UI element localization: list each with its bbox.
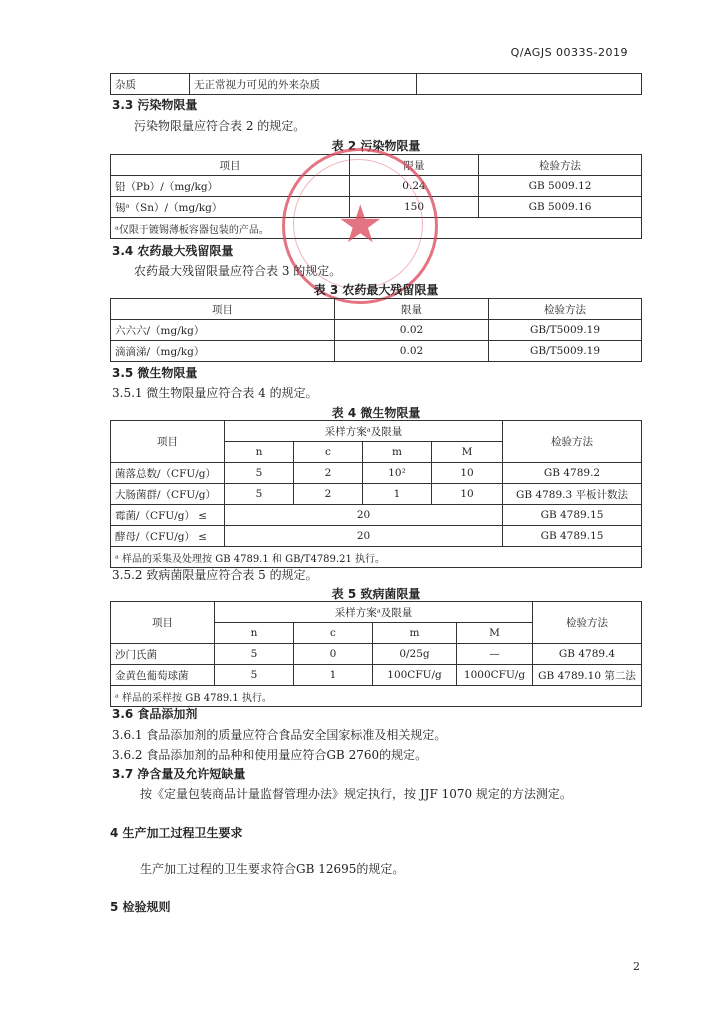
paragraph: 3.5.2 致病菌限量应符合表 5 的规定。 (112, 568, 318, 582)
cell: GB 4789.10 第二法 (533, 665, 642, 686)
cell: 金黄色葡萄球菌 (111, 665, 215, 686)
cell: 2 (294, 463, 363, 484)
cell: 六六六/（mg/kg） (111, 320, 335, 341)
section-heading: 3.7 净含量及允许短缺量 (112, 767, 246, 781)
cell: 0.24 (350, 176, 479, 197)
sub-header-cell: M (457, 623, 533, 644)
cell: 铅（Pb）/（mg/kg） (111, 176, 350, 197)
table-caption: 表 2 污染物限量 (331, 139, 421, 153)
cell: GB 5009.12 (479, 176, 642, 197)
section-heading: 3.6 食品添加剂 (112, 707, 198, 721)
page-number: 2 (633, 960, 640, 973)
section-heading: 5 检验规则 (110, 900, 171, 914)
cell: 0/25g (373, 644, 457, 665)
cell: 0.02 (335, 341, 489, 362)
cell: GB 5009.16 (479, 197, 642, 218)
cell: GB/T5009.19 (489, 320, 642, 341)
cell: 1 (363, 484, 432, 505)
cell: 1 (294, 665, 373, 686)
paragraph: 污染物限量应符合表 2 的规定。 (134, 119, 306, 133)
cell: 酵母/（CFU/g） ≤ (111, 526, 225, 547)
header-cell: 项目 (111, 299, 335, 320)
cell: 2 (294, 484, 363, 505)
paragraph: 按《定量包装商品计量监督管理办法》规定执行，按 JJF 1070 规定的方法测定。 (140, 787, 572, 801)
paragraph: 农药最大残留限量应符合表 3 的规定。 (134, 264, 342, 278)
cell: 1000CFU/g (457, 665, 533, 686)
cell: 10 (432, 463, 503, 484)
cell (417, 74, 642, 95)
sub-header-cell: c (294, 623, 373, 644)
table-4 (110, 420, 642, 568)
sub-header-cell: c (294, 442, 363, 463)
cell: — (457, 644, 533, 665)
table-caption: 表 4 微生物限量 (331, 406, 421, 420)
cell: 霉菌/（CFU/g） ≤ (111, 505, 225, 526)
sub-header-cell: M (432, 442, 503, 463)
cell: 杂质 (111, 74, 190, 95)
sub-header-cell: m (373, 623, 457, 644)
cell: 20 (225, 526, 503, 547)
cell: 100CFU/g (373, 665, 457, 686)
document-code: Q/AGJS 0033S-2019 (510, 46, 628, 59)
sub-header-cell: n (215, 623, 294, 644)
cell: GB/T5009.19 (489, 341, 642, 362)
sub-header-cell: m (363, 442, 432, 463)
cell: GB 4789.3 平板计数法 (503, 484, 642, 505)
section-heading: 3.5 微生物限量 (112, 366, 198, 380)
cell: 5 (215, 665, 294, 686)
section-heading: 3.4 农药最大残留限量 (112, 244, 234, 258)
cell: 无正常视力可见的外来杂质 (190, 74, 417, 95)
table-3 (110, 298, 642, 362)
impurity-row-table (110, 73, 642, 95)
header-cell: 采样方案ᵃ及限量 (225, 421, 503, 442)
seal-star-icon: ★ (337, 195, 384, 255)
table-caption: 表 5 致病菌限量 (331, 587, 421, 601)
table-5 (110, 601, 642, 707)
paragraph: 3.5.1 微生物限量应符合表 4 的规定。 (112, 386, 318, 400)
header-cell: 项目 (111, 155, 350, 176)
table-note: ᵃ 样品的采集及处理按 GB 4789.1 和 GB/T4789.21 执行。 (111, 547, 642, 568)
section-heading: 3.3 污染物限量 (112, 98, 198, 112)
cell: 锡ᵃ（Sn）/（mg/kg） (111, 197, 350, 218)
cell: 20 (225, 505, 503, 526)
cell: GB 4789.15 (503, 505, 642, 526)
cell: 10² (363, 463, 432, 484)
cell: 0.02 (335, 320, 489, 341)
cell: 沙门氏菌 (111, 644, 215, 665)
header-cell: 检验方法 (479, 155, 642, 176)
cell: 菌落总数/（CFU/g） (111, 463, 225, 484)
table-note: ᵃ 样品的采样按 GB 4789.1 执行。 (111, 686, 642, 707)
header-cell: 项目 (111, 421, 225, 463)
table-caption: 表 3 农药最大残留限量 (313, 283, 439, 297)
header-cell: 采样方案ᵃ及限量 (215, 602, 533, 623)
cell: 5 (225, 463, 294, 484)
cell: 150 (350, 197, 479, 218)
table-note: ᵃ仅限于镀锡薄板容器包装的产品。 (111, 218, 642, 239)
sub-header-cell: n (225, 442, 294, 463)
paragraph: 生产加工过程的卫生要求符合GB 12695的规定。 (140, 862, 405, 876)
section-heading: 4 生产加工过程卫生要求 (110, 826, 243, 840)
header-cell: 项目 (111, 602, 215, 644)
paragraph: 3.6.2 食品添加剂的品种和使用量应符合GB 2760的规定。 (112, 748, 428, 762)
header-cell: 限量 (335, 299, 489, 320)
header-cell: 检验方法 (503, 421, 642, 463)
cell: 5 (215, 644, 294, 665)
cell: 10 (432, 484, 503, 505)
cell: 0 (294, 644, 373, 665)
cell: 滴滴涕/（mg/kg） (111, 341, 335, 362)
cell: GB 4789.2 (503, 463, 642, 484)
cell: GB 4789.15 (503, 526, 642, 547)
header-cell: 检验方法 (489, 299, 642, 320)
cell: 5 (225, 484, 294, 505)
header-cell: 限量 (350, 155, 479, 176)
header-cell: 检验方法 (533, 602, 642, 644)
cell: 大肠菌群/（CFU/g） (111, 484, 225, 505)
cell: GB 4789.4 (533, 644, 642, 665)
paragraph: 3.6.1 食品添加剂的质量应符合食品安全国家标准及相关规定。 (112, 728, 447, 742)
